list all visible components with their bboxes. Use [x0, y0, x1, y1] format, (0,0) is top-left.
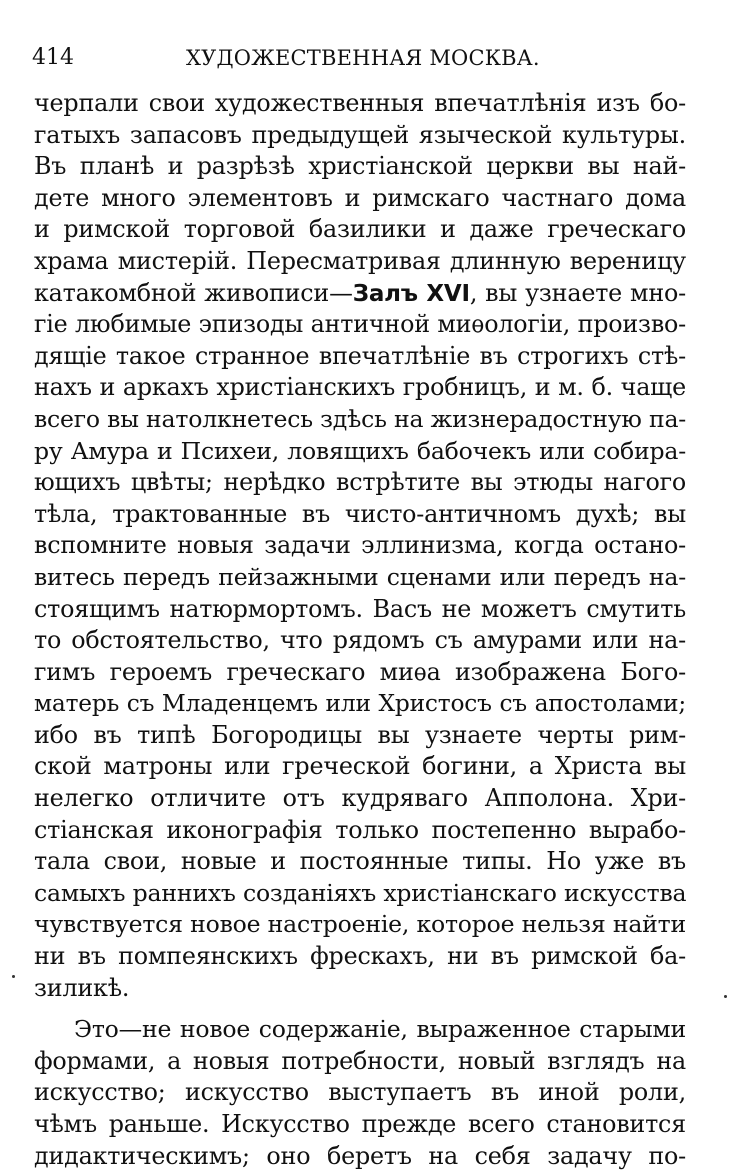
text-line: гимъ героемъ греческаго миѳа изображена Бого- — [34, 657, 686, 686]
text-line: Въ планѣ и разрѣзѣ христіанской церкви вы най- — [34, 152, 686, 181]
text-line: вспомните новыя задачи эллинизма, когда остано- — [34, 531, 686, 560]
text-line: гіе любимые эпизоды античной миѳологіи, произво- — [34, 310, 686, 339]
room-reference: Залъ XVI — [352, 280, 470, 307]
text-line: матерь съ Младенцемъ или Христосъ съ апостолами; — [34, 690, 686, 718]
text-line: ни въ помпеянскихъ фрескахъ, ни въ римской ба- — [34, 942, 686, 971]
text-line: формами, а новыя потребности, новый взглядъ на — [34, 1046, 686, 1075]
text-line: витесь передъ пейзажными сценами или передъ на- — [34, 562, 686, 591]
text-line: и римской торговой базилики и даже греческаго — [34, 215, 686, 244]
text-line: искусство; искусство выступаетъ въ иной роли, — [34, 1078, 686, 1107]
text-line: чувствуется новое настроеніе, которое нельзя найти — [34, 910, 686, 939]
print-speck — [724, 995, 727, 998]
text-line: дидактическимъ; оно беретъ на себя задачу по- — [34, 1141, 686, 1170]
text-line: нелегко отличите отъ кудряваго Апполона. Хри- — [34, 784, 686, 813]
text-line: ибо въ типѣ Богородицы вы узнаете черты рим- — [34, 720, 686, 749]
paragraph-spacer — [34, 1004, 686, 1014]
running-title: ХУДОЖЕСТВЕННАЯ МОСКВА. — [186, 46, 540, 70]
text-line: дете много элементовъ и римскаго частнаго дома — [34, 183, 686, 212]
text-line: тѣла, трактованные въ чисто-античномъ духѣ; вы — [34, 499, 686, 528]
text-line: самыхъ раннихъ созданіяхъ христіанскаго искусства — [34, 878, 687, 907]
text-line: то обстоятельство, что рядомъ съ амурами или на- — [34, 626, 686, 655]
body-text — [34, 88, 686, 1172]
text-segment: катакомбной живописи— — [34, 278, 353, 307]
text-line: тала свои, новые и постоянные типы. Но уже въ — [34, 847, 686, 876]
page-number: 414 — [32, 45, 74, 70]
text-line: черпали свои художественныя впечатлѣнія изъ бо- — [34, 89, 686, 117]
text-line: ской матроны или греческой богини, а Христа вы — [34, 752, 686, 781]
text-line: стоящимъ натюрмортомъ. Васъ не можетъ смутить — [34, 594, 686, 623]
text-segment: , вы узнаете мно- — [469, 278, 686, 307]
text-line: гатыхъ запасовъ предыдущей языческой культуры. — [34, 120, 686, 149]
text-line: храма мистерій. Пересматривая длинную вереницу — [34, 246, 686, 275]
text-line: нахъ и аркахъ христіанскихъ гробницъ, и м. б. чаще — [34, 373, 686, 402]
text-line: стіанская иконографія только постепенно вырабо- — [34, 815, 686, 844]
text-line-with-room-reference — [34, 278, 686, 310]
text-line: чѣмъ раньше. Искусство прежде всего становится — [34, 1110, 686, 1138]
paragraph-first-line: Это—не новое содержаніе, выраженное старыми — [74, 1015, 686, 1044]
text-line: всего вы натолкнетесь здѣсь на жизнерадостную па- — [34, 404, 687, 433]
paragraph-last-line: зиликѣ. — [34, 973, 130, 1002]
print-speck — [12, 975, 15, 978]
text-line: ющихъ цвѣты; нерѣдко встрѣтите вы этюды нагого — [34, 468, 686, 497]
text-line: дящіе такое странное впечатлѣніе въ строгихъ стѣ- — [34, 341, 686, 370]
text-line: ру Амура и Психеи, ловящихъ бабочекъ или собира- — [34, 436, 686, 465]
